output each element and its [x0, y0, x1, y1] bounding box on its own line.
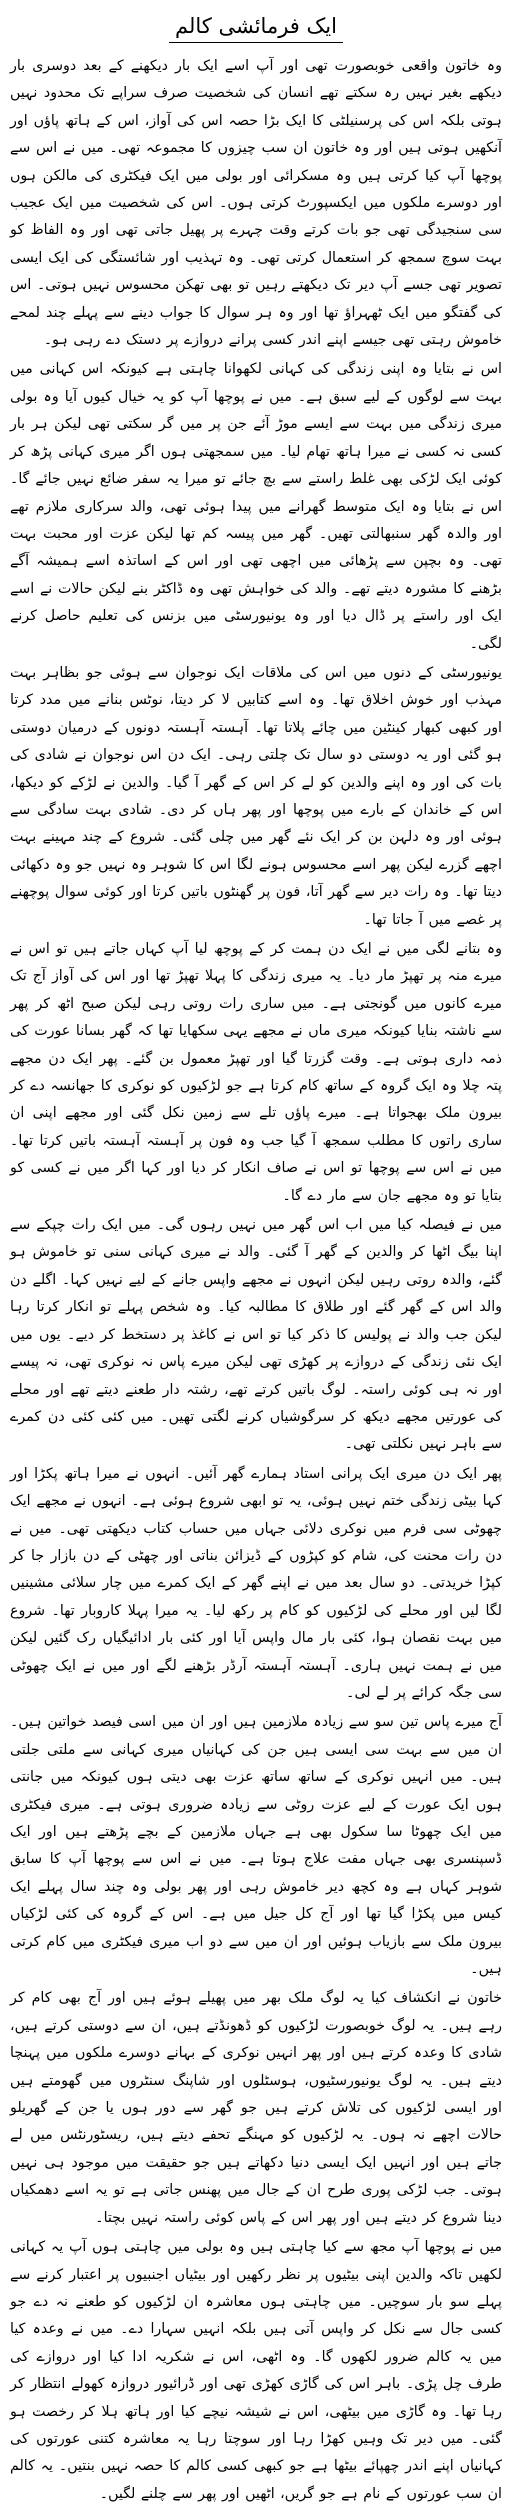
paragraph-6: پھر ایک دن میری ایک پرانی استاد ہمارے گھر آئیں۔ انہوں نے میرا ہاتھ پکڑا اور کہا بیٹی زندگی ختم نہیں ہوئی، یہ تو ابھی شروع ہوئی ہے۔ انہوں نے مجھے ایک چھوٹی سی فرم میں نوکری دلائی جہاں میں حساب کتاب دیکھتی تھی۔ میں نے دن رات محنت کی، شام کو کپڑوں کے ڈیزائن بناتی اور چھٹی کے دن بازار جا کر کپڑا خریدتی۔ دو سال بعد میں نے اپنے گھر کے ایک کمرے میں چار سلائی مشینیں لگا لیں اور محلے کی لڑکیوں کو کام پر رکھ لیا۔ یہ میرا پہلا کاروبار تھا۔ شروع میں بہت نقصان ہوا، کئی بار مال واپس آیا اور کئی بار ادائیگیاں رک گئیں لیکن میں نے ہمت نہیں ہاری۔ آہستہ آہستہ آرڈر بڑھنے لگے اور میں نے ایک چھوٹی سی جگہ کرائے پر لے لی۔ [10, 1465, 502, 1701]
paragraph-1: وہ خاتون واقعی خوبصورت تھی اور آپ اسے ایک بار دیکھنے کے بعد دوسری بار دیکھے بغیر نہیں رہ سکتے تھے انسان کی شخصیت صرف سراپے تک محدود نہیں ہوتی بلکہ اس کی پرسنیلٹی کا ایک بڑا حصہ اس کی آواز، اس کے ہاتھ پاؤں اور آنکھیں ہوتی ہیں اور وہ خاتون ان سب چیزوں کا مجموعہ تھی۔ میں نے اس سے پوچھا آپ کیا کرتی ہیں وہ مسکرائی اور بولی میں ایک فیکٹری کی مالکن ہوں اور دوسرے ملکوں میں ایکسپورٹ کرتی ہوں۔ اس کی شخصیت میں ایک عجیب سی سنجیدگی تھی جو بات کرتے وقت چہرے پر پھیل جاتی تھی اور وہ الفاظ کو بہت سوچ سمجھ کر استعمال کرتی تھی۔ وہ تہذیب اور شائستگی کی ایک ایسی تصویر تھی جسے آپ دیر تک دیکھتے رہیں تو بھی تھکن محسوس نہیں ہوتی۔ اس کی گفتگو میں ایک ٹھہراؤ تھا اور وہ ہر سوال کا جواب دینے سے پہلے چند لمحے خاموش رہتی تھی جیسے اپنے اندر کسی پرانے دروازے پر دستک دے رہی ہو۔ [10, 58, 502, 349]
paragraph-9: میں نے پوچھا آپ مجھ سے کیا چاہتی ہیں وہ بولی میں چاہتی ہوں آپ یہ کہانی لکھیں تاکہ والدین اپنی بیٹیوں پر نظر رکھیں اور بیٹیاں اجنبیوں پر اعتبار کرنے سے پہلے سو بار سوچیں۔ میں چاہتی ہوں معاشرہ ان لڑکیوں کو طعنے نہ دے جو کسی جال سے نکل کر واپس آتی ہیں بلکہ انہیں سہارا دے۔ میں نے وعدہ کیا میں یہ کالم ضرور لکھوں گا۔ وہ اٹھی، اس نے شکریہ ادا کیا اور دروازے کی طرف چل پڑی۔ باہر اس کی گاڑی کھڑی تھی اور ڈرائیور دروازہ کھولے انتظار کر رہا تھا۔ وہ گاڑی میں بیٹھی، اس نے شیشہ نیچے کیا اور ہاتھ ہلا کر رخصت ہو گئی۔ میں دیر تک وہیں کھڑا رہا اور سوچتا رہا یہ معاشرہ کتنی عورتوں کی کہانیاں اپنے اندر چھپائے بیٹھا ہے جو کبھی کسی کالم کا حصہ نہیں بنتیں۔ یہ کالم ان سب عورتوں کے نام ہے جو گریں، اٹھیں اور پھر سے چلنے لگیں۔ [10, 2239, 502, 2502]
article-body [10, 53, 502, 2508]
column-title: ایک فرمائشی کالم [169, 10, 343, 43]
paragraph-8: خاتون نے انکشاف کیا یہ لوگ ملک بھر میں پھیلے ہوئے ہیں اور آج بھی کام کر رہے ہیں۔ یہ لوگ خوبصورت لڑکیوں کو ڈھونڈتے ہیں، ان سے دوستی کرتے ہیں، شادی کا وعدہ کرتے ہیں اور پھر انہیں نوکری کے بہانے دوسرے ملکوں میں پہنچا دیتے ہیں۔ یہ لوگ یونیورسٹیوں، ہوسٹلوں اور شاپنگ سنٹروں میں گھومتے ہیں اور ایسی لڑکیوں کی تلاش کرتے ہیں جو گھر سے دور ہوں یا جن کے گھریلو حالات اچھے نہ ہوں۔ یہ لڑکیوں کو مہنگے تحفے دیتے ہیں، ریسٹورنٹس میں لے جاتے ہیں اور انہیں ایک ایسی دنیا دکھاتے ہیں جو حقیقت میں موجود ہی نہیں ہوتی۔ جب لڑکی پوری طرح ان کے جال میں پھنس جاتی ہے تو یہ اسے دھمکیاں دینا شروع کر دیتے ہیں اور پھر اس کے پاس کوئی راستہ نہیں بچتا۔ [10, 1990, 502, 2226]
paragraph-5: میں نے فیصلہ کیا میں اب اس گھر میں نہیں رہوں گی۔ میں ایک رات چپکے سے اپنا بیگ اٹھا کر والدین کے گھر آ گئی۔ والد نے میری کہانی سنی تو خاموش ہو گئے، والدہ روتی رہیں لیکن انہوں نے مجھے واپس جانے کے لیے نہیں کہا۔ اگلے دن والد اس کے گھر گئے اور طلاق کا مطالبہ کیا۔ وہ شخص پہلے تو انکار کرتا رہا لیکن جب والد نے پولیس کا ذکر کیا تو اس نے کاغذ پر دستخط کر دیے۔ یوں میں ایک نئی زندگی کے دروازے پر کھڑی تھی لیکن میرے پاس نہ نوکری تھی، نہ پیسے اور نہ ہی کوئی راستہ۔ لوگ باتیں کرتے تھے، رشتہ دار طعنے دیتے تھے اور محلے کی عورتیں مجھے دیکھ کر سرگوشیاں کرنے لگتی تھیں۔ میں کئی کئی دن کمرے سے باہر نہیں نکلتی تھی۔ [10, 1217, 502, 1453]
paragraph-2: اس نے بتایا وہ اپنی زندگی کی کہانی لکھوانا چاہتی ہے کیونکہ اس کہانی میں بہت سے لوگوں کے لیے سبق ہے۔ میں نے پوچھا آپ کو یہ خیال کیوں آیا وہ بولی میری زندگی میں بہت سے ایسے موڑ آئے جن پر میں گر سکتی تھی لیکن ہر بار کسی نہ کسی نے میرا ہاتھ تھام لیا۔ میں سمجھتی ہوں اگر میری کہانی پڑھ کر کوئی ایک لڑکی بھی غلط راستے سے بچ جائے تو میرا یہ سفر ضائع نہیں جائے گا۔ اس نے بتایا وہ ایک متوسط گھرانے میں پیدا ہوئی تھی، والد سرکاری ملازم تھے اور والدہ گھر سنبھالتی تھیں۔ گھر میں پیسہ کم تھا لیکن عزت اور محبت بہت تھی۔ وہ بچپن سے پڑھائی میں اچھی تھی اور اس کے اساتذہ اسے ہمیشہ آگے بڑھنے کا مشورہ دیتے تھے۔ والد کی خواہش تھی وہ ڈاکٹر بنے لیکن حالات نے اسے ایک اور راستے پر ڈال دیا اور وہ یونیورسٹی میں بزنس کی تعلیم حاصل کرنے لگی۔ [10, 361, 502, 652]
paragraph-3: یونیورسٹی کے دنوں میں اس کی ملاقات ایک نوجوان سے ہوئی جو بظاہر بہت مہذب اور خوش اخلاق تھا۔ وہ اسے کتابیں لا کر دیتا، نوٹس بنانے میں مدد کرتا اور کبھی کبھار کینٹین میں چائے پلاتا تھا۔ آہستہ آہستہ دونوں کے درمیان دوستی ہو گئی اور یہ دوستی دو سال تک چلتی رہی۔ ایک دن اس نوجوان نے شادی کی بات کی اور وہ اپنے والدین کو لے کر اس کے گھر آ گیا۔ والدین نے لڑکے کو دیکھا، اس کے خاندان کے بارے میں پوچھا اور پھر ہاں کر دی۔ شادی بہت سادگی سے ہوئی اور وہ دلہن بن کر ایک نئے گھر میں چلی گئی۔ شروع کے چند مہینے بہت اچھے گزرے لیکن پھر اسے محسوس ہونے لگا اس کا شوہر وہ نہیں جو وہ دکھائی دیتا تھا۔ وہ رات دیر سے گھر آتا، فون پر گھنٹوں باتیں کرتا اور کوئی سوال پوچھنے پر غصے میں آ جاتا تھا۔ [10, 664, 502, 928]
paragraph-4: وہ بتانے لگی میں نے ایک دن ہمت کر کے پوچھ لیا آپ کہاں جاتے ہیں تو اس نے میرے منہ پر تھپڑ مار دیا۔ یہ میری زندگی کا پہلا تھپڑ تھا اور اس کی آواز آج تک میرے کانوں میں گونجتی ہے۔ میں ساری رات روتی رہی لیکن صبح اٹھ کر پھر سے ناشتہ بنایا کیونکہ میری ماں نے مجھے یہی سکھایا تھا کہ گھر بسانا عورت کی ذمہ داری ہوتی ہے۔ وقت گزرتا گیا اور تھپڑ معمول بن گئے۔ پھر ایک دن مجھے پتہ چلا وہ ایک گروہ کے ساتھ کام کرتا ہے جو لڑکیوں کو نوکری کا جھانسہ دے کر بیرون ملک بھجواتا ہے۔ میرے پاؤں تلے سے زمین نکل گئی اور مجھے اپنی ان ساری راتوں کا مطلب سمجھ آ گیا جب وہ فون پر آہستہ آہستہ باتیں کرتا تھا۔ میں نے اس سے پوچھا تو اس نے صاف انکار کر دیا اور کہا اگر میں نے کسی کو بتایا تو وہ مجھے جان سے مار دے گا۔ [10, 941, 502, 1204]
paragraph-7: آج میرے پاس تین سو سے زیادہ ملازمین ہیں اور ان میں اسی فیصد خواتین ہیں۔ ان میں سے بہت سی ایسی ہیں جن کی کہانیاں میری کہانی سے ملتی جلتی ہیں۔ میں انہیں نوکری کے ساتھ ساتھ عزت بھی دیتی ہوں کیونکہ میں جانتی ہوں ایک عورت کے لیے عزت روٹی سے زیادہ ضروری ہوتی ہے۔ میری فیکٹری میں ایک چھوٹا سا سکول بھی ہے جہاں ملازمین کے بچے پڑھتے ہیں اور ایک ڈسپنسری بھی جہاں مفت علاج ہوتا ہے۔ میں نے اس سے پوچھا آپ کا سابق شوہر کہاں ہے وہ کچھ دیر خاموش رہی اور پھر بولی وہ چند سال پہلے ایک کیس میں پکڑا گیا تھا اور آج کل جیل میں ہے۔ اس کے گروہ کی کئی لڑکیاں بیرون ملک سے بازیاب ہوئیں اور ان میں سے دو اب میری فیکٹری میں کام کرتی ہیں۔ [10, 1714, 502, 1978]
title-block [10, 10, 502, 43]
